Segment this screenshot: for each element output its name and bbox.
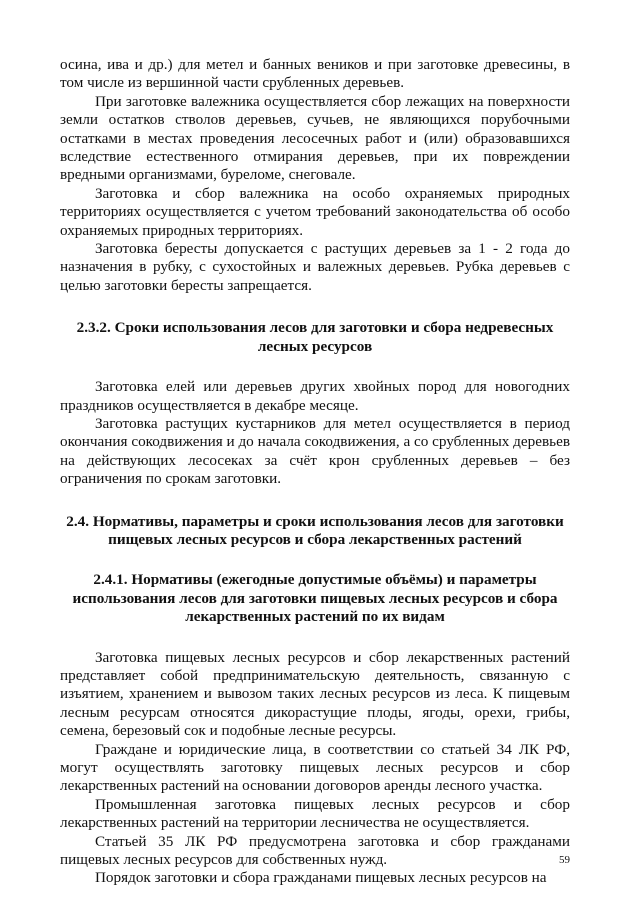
paragraph-citizens-legal: Граждане и юридические лица, в соответствии со статьей 34 ЛК РФ, могут осуществлять заготовку пищевых лесных ресурсов и сбор лекарственных растений на основании договоров аренды лесного участка. bbox=[60, 740, 570, 795]
paragraph-procedure: Порядок заготовки и сбора гражданами пищевых лесных ресурсов на bbox=[94, 869, 547, 887]
page-number: 59 bbox=[559, 854, 570, 866]
paragraph-continuation: осина, ива и др.) для метел и банных веников и при заготовке древесины, в том числе из вершинной части срубленных деревьев. bbox=[60, 56, 570, 92]
paragraph-article-35: Статьей 35 ЛК РФ предусмотрена заготовка и сбор гражданами пищевых лесных ресурсов для собственных нужд. bbox=[60, 832, 570, 869]
paragraph-food-resources: Заготовка пищевых лесных ресурсов и сбор лекарственных растений представляет собой предпринимательскую деятельность, связанную с изъятием, хранением и вывозом таких лесных ресурсов из леса. К пищевым лесным ресурсам относятся дикорастущие плоды, ягоды, орехи, грибы, семена, березовый сок и подобные лесные ресурсы. bbox=[60, 648, 570, 740]
paragraph-deadwood: При заготовке валежника осуществляется сбор лежащих на поверхности земли остатков стволов деревьев, сучьев, не являющихся порубочными остатками в местах проведения лесосечных работ и (или) образовавшихся вследствие естественного отмирания деревьев, при их повреждении вредными организмами, буреломе, снеговале. bbox=[60, 92, 570, 184]
paragraph-new-year-trees: Заготовка елей или деревьев других хвойных пород для новогодних праздников осуществляется в декабре месяце. bbox=[60, 378, 570, 414]
paragraph-shrubs: Заготовка растущих кустарников для метел осуществляется в период окончания сокодвижения и до начала сокодвижения, а со срубленных деревьев на действующих лесосеках за счёт крон срубленных деревьев – без ограничения по срокам заготовки. bbox=[60, 414, 570, 488]
section-heading-2-4: 2.4. Нормативы, параметры и сроки использования лесов для заготовки пищевых лесных ресурсов и сбора лекарственных растений bbox=[66, 512, 564, 548]
paragraph-industrial: Промышленная заготовка пищевых лесных ресурсов и сбор лекарственных растений на территории лесничества не осуществляется. bbox=[60, 795, 570, 832]
section-heading-2-4-1: 2.4.1. Нормативы (ежегодные допустимые объёмы) и параметры использования лесов для заготовки пищевых лесных ресурсов и сбора лекарственных растений по их видам bbox=[72, 571, 558, 626]
section-heading-2-3-2: 2.3.2. Сроки использования лесов для заготовки и сбора недревесных лесных ресурсов bbox=[76, 319, 554, 355]
paragraph-birch-bark: Заготовка бересты допускается с растущих деревьев за 1 - 2 года до назначения в рубку, с сухостойных и валежных деревьев. Рубка деревьев с целью заготовки бересты запрещается. bbox=[60, 240, 570, 294]
document-page bbox=[60, 56, 570, 888]
paragraph-protected-areas: Заготовка и сбор валежника на особо охраняемых природных территориях осуществляется с учетом требований законодательства об особо охраняемых природных территориях. bbox=[60, 184, 570, 239]
